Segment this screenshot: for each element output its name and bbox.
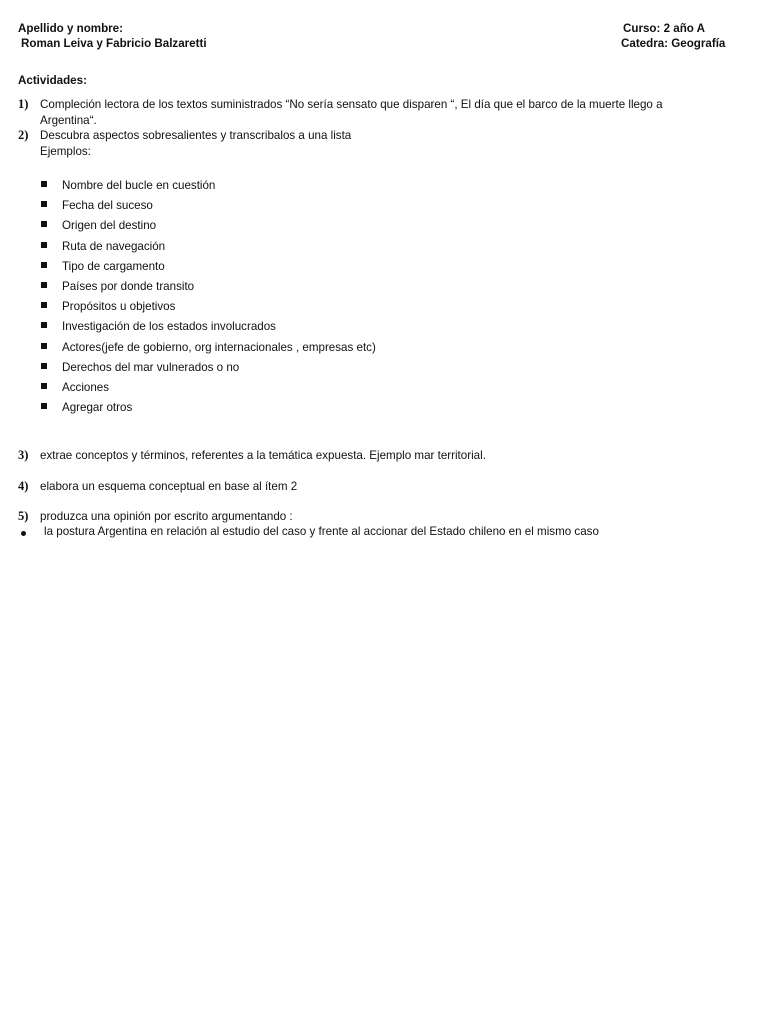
list-item [40,299,376,319]
item-number: 5) [18,509,29,523]
item-number: 1) [18,97,29,111]
list-item [40,239,376,259]
round-bullet-icon [21,531,26,536]
item-number: 4) [18,479,29,493]
list-item [40,178,376,198]
list-item [40,380,376,400]
list-item [40,319,376,339]
square-bullet-icon [41,363,47,369]
list-item-text: Investigación de los estados involucrados [62,320,276,334]
list-item-text: Ruta de navegación [62,239,166,253]
name-label: Apellido y nombre: [18,22,123,35]
list-item [40,340,376,360]
list-item-text: Nombre del bucle en cuestión [62,179,216,192]
list-item [40,218,376,238]
list-item-text: Derechos del mar vulnerados o no [62,360,240,374]
item-text: elabora un esquema conceptual en base al ítem 2 [40,480,298,493]
item-text-line: Descubra aspectos sobresalientes y transcribalos a una lista [40,129,352,142]
square-bullet-icon [41,201,47,207]
list-item-text: Actores(jefe de gobierno, org internacionales , empresas etc) [62,340,376,354]
item-text: produzca una opinión por escrito argumentando : [40,510,293,523]
examples-list [40,178,376,420]
list-item-text: Agregar otros [62,401,133,415]
item-text-line: Ejemplos: [40,144,91,158]
list-item-text: Fecha del suceso [62,199,153,213]
item-number: 2) [18,128,29,142]
square-bullet-icon [41,221,47,227]
list-item-text: Tipo de cargamento [62,259,165,273]
list-item-text: Propósitos u objetivos [62,300,176,314]
list-item [40,198,376,218]
square-bullet-icon [41,262,47,268]
square-bullet-icon [41,343,47,349]
section-title: Actividades: [18,74,87,87]
list-item-text: Origen del destino [62,219,157,233]
item-text [40,128,740,159]
item-text-line: Argentina“. [40,113,97,127]
list-item-text: Acciones [62,380,110,394]
item-text-line: Compleción lectora de los textos suministrados “No sería sensato que disparen “, El día que el barco de la muerte llego a [40,98,663,111]
item-number: 3) [18,448,29,462]
item-text: extrae conceptos y términos, referentes a la temática expuesta. Ejemplo mar territorial. [40,449,486,462]
list-item-text: Países por donde transito [62,279,195,293]
subject-label: Catedra: Geografía [621,37,726,50]
list-item [40,279,376,299]
list-item [40,360,376,380]
subpoint-text: la postura Argentina en relación al estudio del caso y frente al accionar del Estado chileno en el mismo caso [44,525,599,538]
square-bullet-icon [41,242,47,248]
square-bullet-icon [41,322,47,328]
item-text [40,97,740,128]
list-item [40,259,376,279]
course-label: Curso: 2 año A [623,22,706,35]
square-bullet-icon [41,282,47,288]
list-item [40,400,376,420]
student-names: Roman Leiva y Fabricio Balzaretti [21,37,207,50]
square-bullet-icon [41,302,47,308]
square-bullet-icon [41,383,47,389]
square-bullet-icon [41,181,47,187]
square-bullet-icon [41,403,47,409]
